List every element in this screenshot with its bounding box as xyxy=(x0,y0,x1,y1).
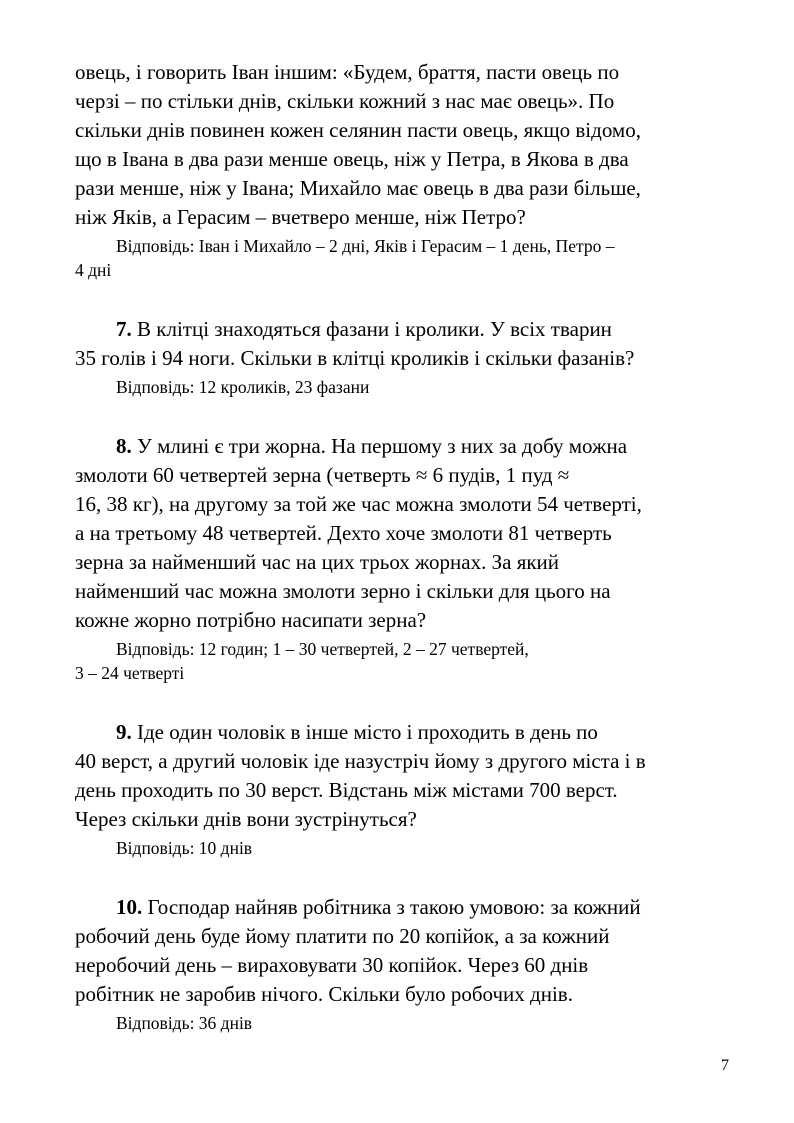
text-line: що в Івана в два рази менше овець, ніж у Петра, в Якова в два xyxy=(75,147,629,171)
text-line: змолоти 60 четвертей зерна (четверть ≈ 6 пудів, 1 пуд ≈ xyxy=(75,463,570,487)
text-line: найменший час можна змолоти зерно і скільки для цього на xyxy=(75,579,611,603)
text-line: 40 верст, а другий чоловік іде назустріч йому з другого міста і в xyxy=(75,749,646,773)
problem-8 xyxy=(75,432,735,685)
problem-number: 9. xyxy=(116,720,132,744)
page-number: 7 xyxy=(721,1057,729,1074)
problem-number: 7. xyxy=(116,317,132,341)
problem-number: 10. xyxy=(116,895,143,919)
answer-text xyxy=(75,234,735,282)
text-line: робітник не заробив нічого. Скільки було робочих днів. xyxy=(75,982,573,1006)
text-line: день проходить по 30 верст. Відстань між містами 700 верст. xyxy=(75,778,618,802)
text-line: а на третьому 48 четвертей. Дехто хоче змолоти 81 четверть xyxy=(75,521,612,545)
problem-9 xyxy=(75,718,735,860)
text-line: овець, і говорить Іван іншим: «Будем, браття, пасти овець по xyxy=(75,60,620,84)
problem-text xyxy=(75,432,735,635)
first-line-text: В клітці знаходяться фазани і кролики. У всіх тварин xyxy=(131,317,612,341)
text-line: 35 голів і 94 ноги. Скільки в клітці кроликів і скільки фазанів? xyxy=(75,346,635,370)
answer-text xyxy=(75,836,735,860)
text-line-first xyxy=(75,315,735,344)
text-line: Через скільки днів вони зустрінуться? xyxy=(75,807,417,831)
page-body xyxy=(75,58,735,1035)
answer-line: Відповідь: 12 кроликів, 23 фазани xyxy=(116,377,370,397)
answer-line: 3 – 24 четверті xyxy=(75,663,185,683)
text-line-first xyxy=(75,893,735,922)
text-line: робочий день буде йому платити по 20 копійок, а за кожний xyxy=(75,924,610,948)
problem-text xyxy=(75,315,735,373)
problem-10 xyxy=(75,893,735,1035)
text-line-first xyxy=(75,432,735,461)
answer-text xyxy=(75,637,735,685)
answer-line: Відповідь: 10 днів xyxy=(116,838,253,858)
text-line: 16, 38 кг), на другому за той же час можна змолоти 54 четверті, xyxy=(75,492,642,516)
text-line: кожне жорно потрібно насипати зерна? xyxy=(75,608,427,632)
text-line: черзі – по стільки днів, скільки кожний з нас має овець». По xyxy=(75,89,615,113)
problem-text xyxy=(75,58,735,232)
answer-line: Відповідь: Іван і Михайло – 2 дні, Яків і Герасим – 1 день, Петро – xyxy=(116,236,615,256)
problem-text xyxy=(75,718,735,834)
problem-text xyxy=(75,893,735,1009)
text-line: зерна за найменший час на цих трьох жорнах. За який xyxy=(75,550,560,574)
intro-problem xyxy=(75,58,735,282)
problem-number: 8. xyxy=(116,434,132,458)
first-line-text: У млині є три жорна. На першому з них за добу можна xyxy=(131,434,628,458)
text-line: скільки днів повинен кожен селянин пасти овець, якщо відомо, xyxy=(75,118,641,142)
answer-line: Відповідь: 12 годин; 1 – 30 четвертей, 2 – 27 четвертей, xyxy=(116,639,529,659)
first-line-text: Господар найняв робітника з такою умовою: за кожний xyxy=(142,895,641,919)
text-line: ніж Яків, а Герасим – вчетверо менше, ніж Петро? xyxy=(75,205,526,229)
answer-line: 4 дні xyxy=(75,260,112,280)
text-line: неробочий день – вираховувати 30 копійок. Через 60 днів xyxy=(75,953,589,977)
answer-line: Відповідь: 36 днів xyxy=(116,1013,253,1033)
answer-text xyxy=(75,1011,735,1035)
first-line-text: Іде один чоловік в інше місто і проходить в день по xyxy=(131,720,598,744)
text-line-first xyxy=(75,718,735,747)
answer-text xyxy=(75,375,735,399)
text-line: рази менше, ніж у Івана; Михайло має овець в два рази більше, xyxy=(75,176,641,200)
problem-7 xyxy=(75,315,735,399)
